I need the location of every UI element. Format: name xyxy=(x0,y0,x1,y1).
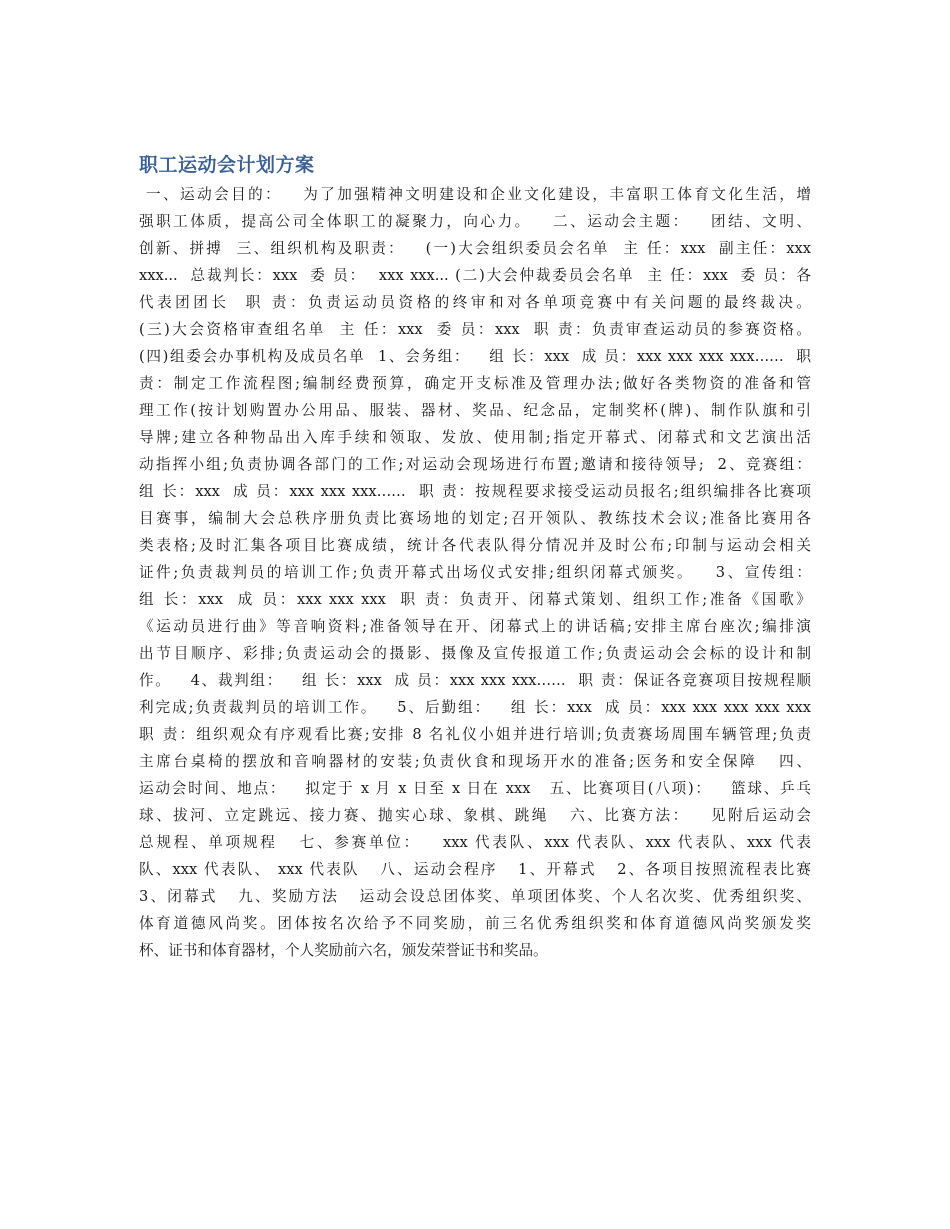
body-text-line: 导牌;建立各种物品出入库手续和领取、发放、使用制;指定开幕式、闭幕式和文艺演出活 xyxy=(139,429,811,446)
document-body xyxy=(139,181,811,964)
body-text-line: (三)大会资格审查组名单 主 任：xxx 委 员：xxx 职 责：负责审查运动员的参赛资格。 xyxy=(139,321,811,338)
body-text-line: 组 长：xxx 成 员：xxx xxx xxx…… 职 责：按规程要求接受运动员报名;组织编排各比赛项 xyxy=(139,483,811,500)
body-text-line: 理工作(按计划购置办公用品、服装、器材、奖品、纪念品，定制奖杯(牌)、制作队旗和引 xyxy=(139,402,811,419)
body-text-line: 《运动员进行曲》等音响资料;准备领导在开、闭幕式上的讲话稿;安排主席台座次;编排演 xyxy=(139,618,811,635)
body-text-line: 杯、证书和体育器材，个人奖励前六名，颁发荣誉证书和奖品。 xyxy=(139,942,548,959)
body-text-line: 作。 4、裁判组： 组 长：xxx 成 员：xxx xxx xxx…… 职 责：保证各竞赛项目按规程顺 xyxy=(139,672,811,689)
body-text-line: 运动会时间、地点： 拟定于 x 月 x 日至 x 日在 xxx 五、比赛项目(八项)： 篮球、乒乓 xyxy=(139,780,811,797)
body-text-line: 一、运动会目的： 为了加强精神文明建设和企业文化建设，丰富职工体育文化生活，增 xyxy=(139,186,811,203)
body-text-line: (四)组委会办事机构及成员名单 1、会务组： 组 长：xxx 成 员：xxx xxx xxx xxx…… 职 xyxy=(139,348,811,365)
body-text-line: 代表团团长 职 责：负责运动员资格的终审和对各单项竞赛中有关问题的最终裁决。 xyxy=(139,294,811,311)
body-text-line: 队、xxx 代表队、 xxx 代表队 八、运动会程序 1、开幕式 2、各项目按照流程表比赛 xyxy=(139,861,811,878)
body-text-line: 证件;负责裁判员的培训工作;负责开幕式出场仪式安排;组织闭幕式颁奖。 3、宣传组： xyxy=(139,564,811,581)
body-text-line: 职 责：组织观众有序观看比赛;安排 8 名礼仪小姐并进行培训;负责赛场周围车辆管理;负责 xyxy=(139,726,811,743)
body-text-line: xxx... 总裁判长：xxx 委 员： xxx xxx... (二)大会仲裁委员会名单 主 任：xxx 委 员：各 xyxy=(139,267,811,284)
body-text-line: 总规程、单项规程 七、参赛单位： xxx 代表队、xxx 代表队、xxx 代表队、xxx 代表 xyxy=(139,834,811,851)
body-text-line: 目赛事，编制大会总秩序册负责比赛场地的划定;召开领队、教练技术会议;准备比赛用各 xyxy=(139,510,811,527)
document-title: 职工运动会计划方案 xyxy=(139,154,315,176)
body-text-line: 主席台桌椅的摆放和音响器材的安装;负责伙食和现场开水的准备;医务和安全保障 四、 xyxy=(139,753,811,770)
body-text-line: 创新、拼搏 三、组织机构及职责： (一)大会组织委员会名单 主 任：xxx 副主任：xxx xyxy=(139,240,811,257)
body-text-line: 3、闭幕式 九、奖励方法 运动会设总团体奖、单项团体奖、个人名次奖、优秀组织奖、 xyxy=(139,888,811,905)
body-text-line: 球、拔河、立定跳远、接力赛、抛实心球、象棋、跳绳 六、比赛方法： 见附后运动会 xyxy=(139,807,811,824)
body-text-line: 责：制定工作流程图;编制经费预算，确定开支标准及管理办法;做好各类物资的准备和管 xyxy=(139,375,811,392)
body-text-line: 动指挥小组;负责协调各部门的工作;对运动会现场进行布置;邀请和接待领导; 2、竞赛组： xyxy=(139,456,811,473)
body-text-line: 类表格;及时汇集各项目比赛成绩，统计各代表队得分情况并及时公布;印制与运动会相关 xyxy=(139,537,811,554)
body-text-line: 体育道德风尚奖。团体按名次给予不同奖励，前三名优秀组织奖和体育道德风尚奖颁发奖 xyxy=(139,915,811,932)
body-text-line: 强职工体质，提高公司全体职工的凝聚力，向心力。 二、运动会主题： 团结、文明、 xyxy=(139,213,811,230)
body-text-line: 利完成;负责裁判员的培训工作。 5、后勤组： 组 长：xxx 成 员：xxx xxx xxx xxx xxx xyxy=(139,699,811,716)
body-text-line: 组 长：xxx 成 员：xxx xxx xxx 职 责：负责开、闭幕式策划、组织工作;准备《国歌》 xyxy=(139,591,811,608)
body-text-line: 出节目顺序、彩排;负责运动会的摄影、摄像及宣传报道工作;负责运动会会标的设计和制 xyxy=(139,645,811,662)
